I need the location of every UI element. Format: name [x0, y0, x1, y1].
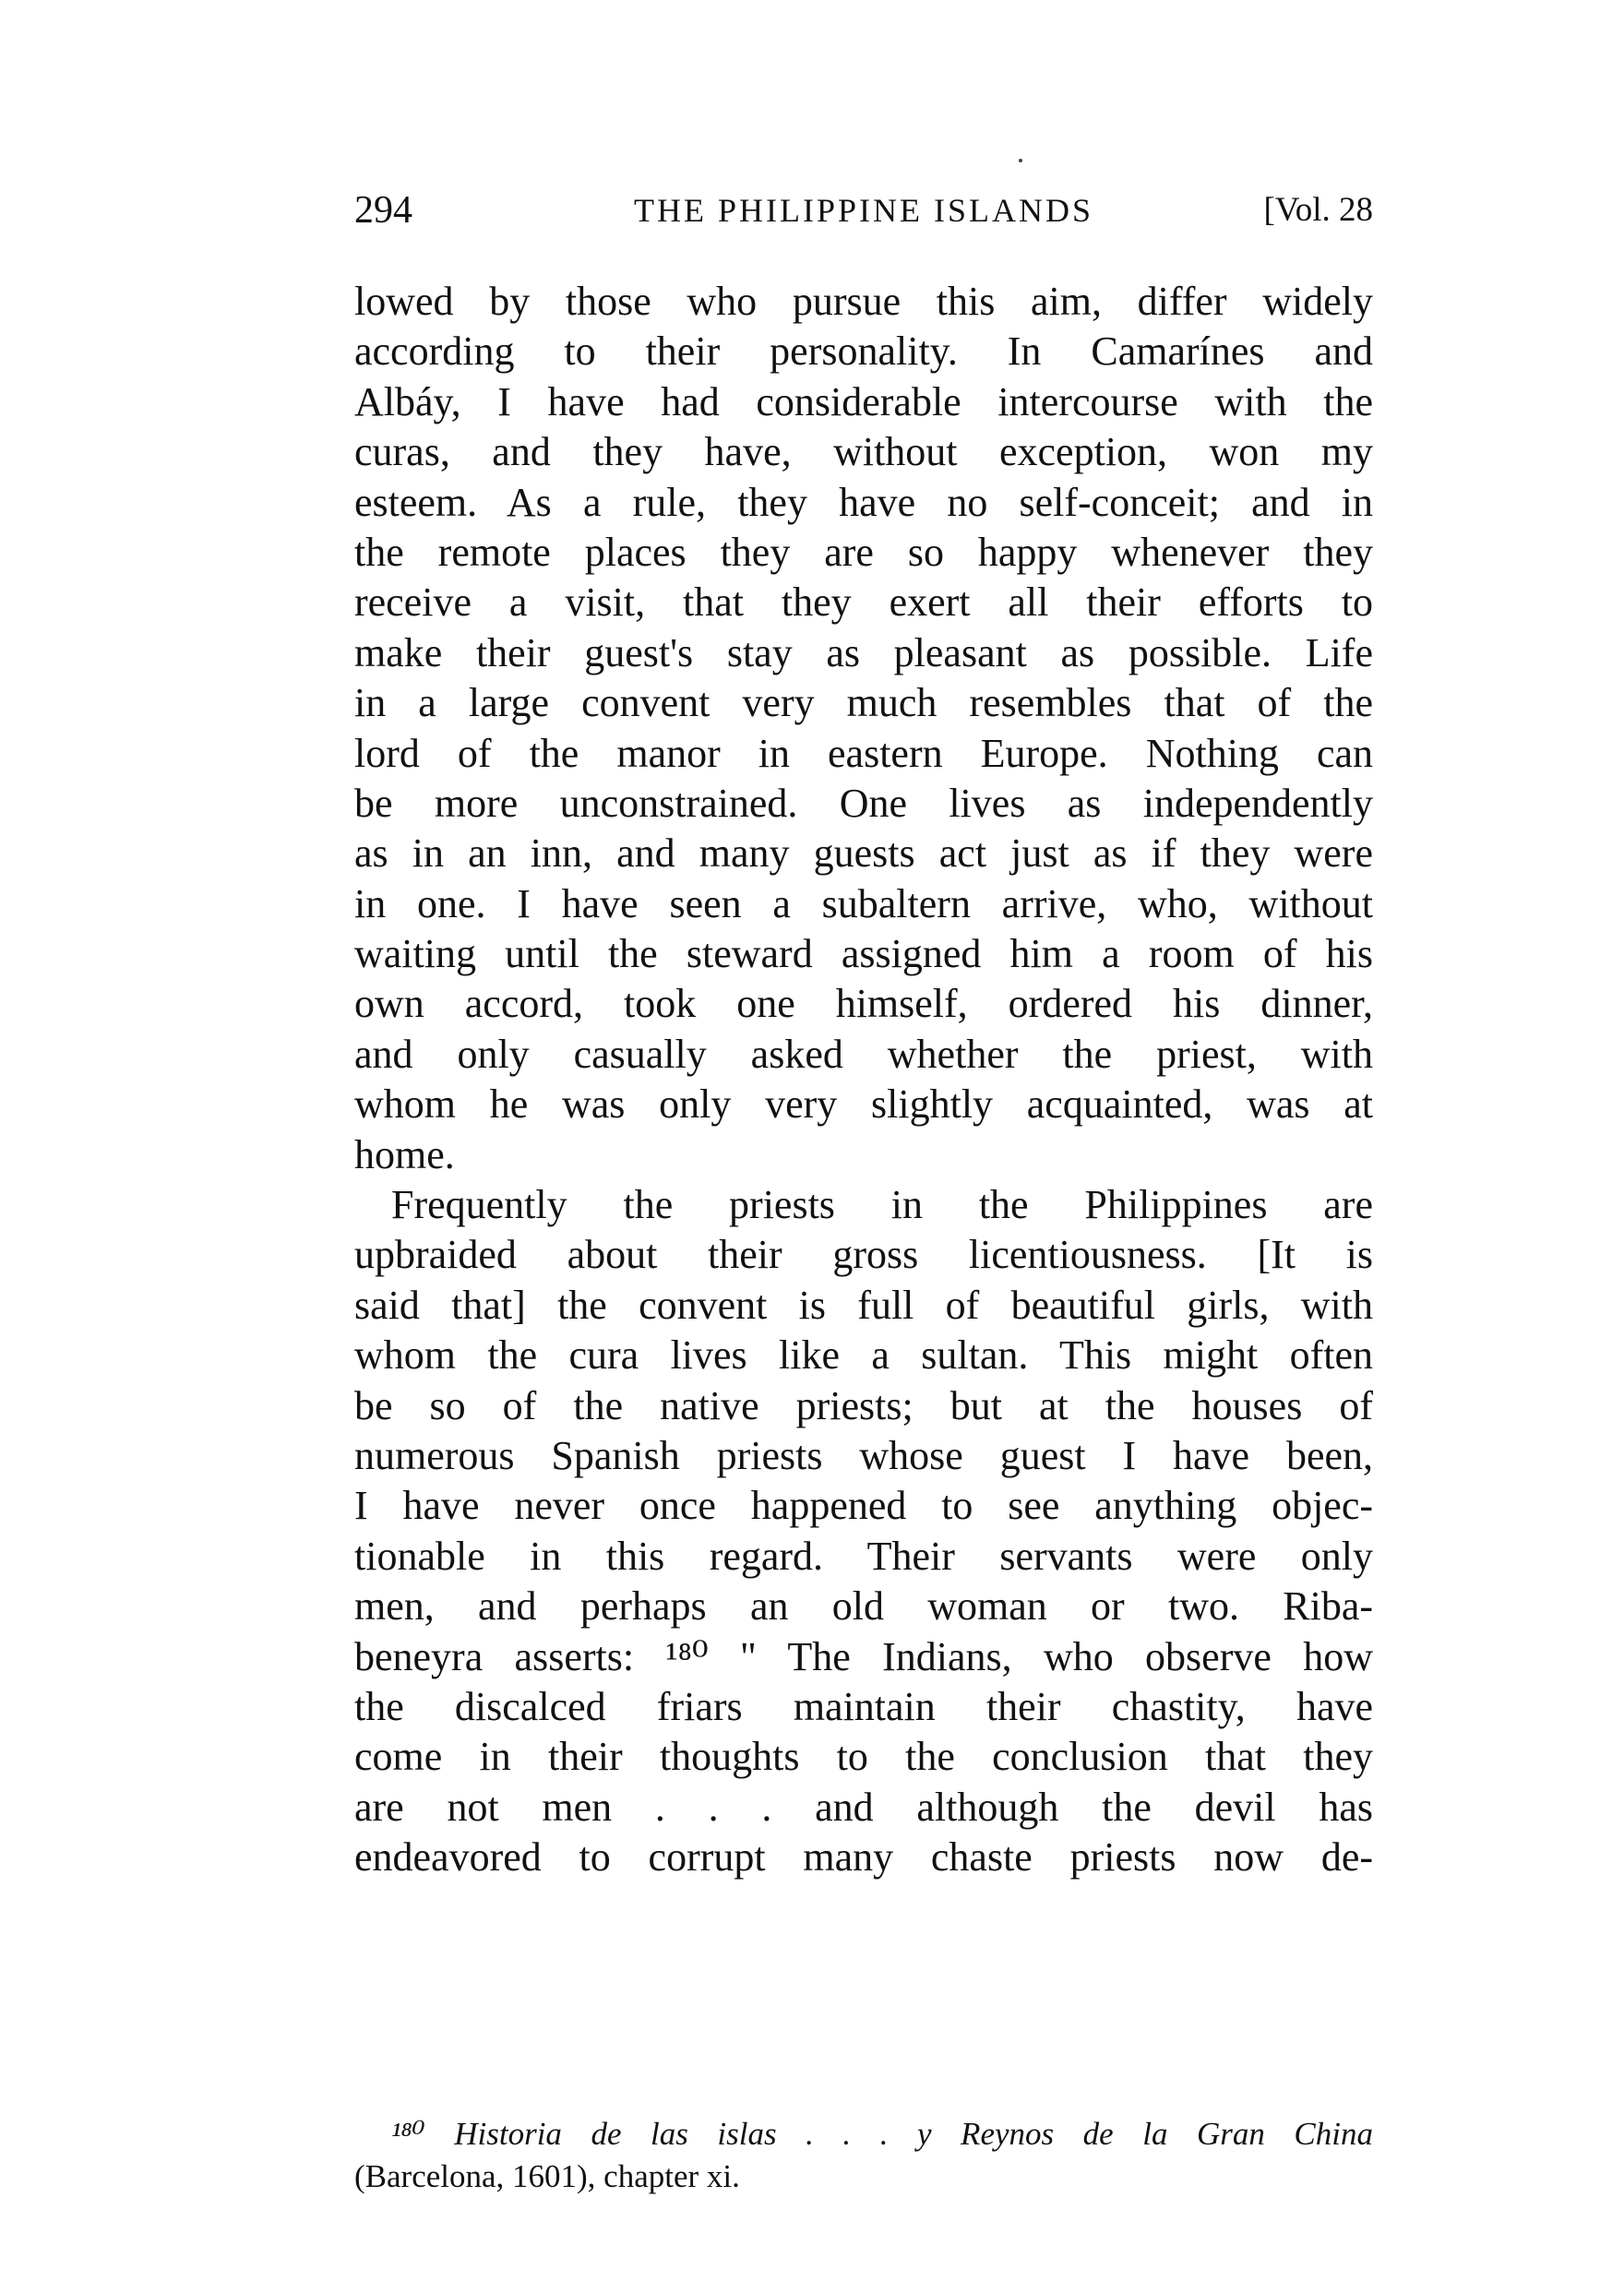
text-line: upbraided about their gross licentiousness. [It is [354, 1232, 1373, 1278]
page-number: 294 [354, 189, 412, 232]
scan-speck [1019, 159, 1022, 162]
text-line: whom he was only very slightly acquainted, was at [354, 1081, 1373, 1128]
text-line: are not men . . . and although the devil has [354, 1784, 1373, 1830]
text-line: be more unconstrained. One lives as independently [354, 780, 1373, 826]
footnote-line: (Barcelona, 1601), chapter xi. [354, 2158, 740, 2194]
text-line: endeavored to corrupt many chaste priests now de- [354, 1834, 1373, 1881]
text-line: own accord, took one himself, ordered his dinner, [354, 981, 1373, 1027]
text-line: according to their personality. In Camarínes and [354, 328, 1373, 375]
paragraph-start-line: Frequently the priests in the Philippines are [391, 1182, 1373, 1228]
text-line: come in their thoughts to the conclusion that they [354, 1734, 1373, 1780]
running-title: THE PHILIPPINE ISLANDS [634, 192, 1093, 229]
text-line: the remote places they are so happy whenever they [354, 529, 1373, 575]
text-line: numerous Spanish priests whose guest I have been, [354, 1432, 1373, 1478]
text-line: in a large convent very much resembles that of the [354, 680, 1373, 726]
text-line: as in an inn, and many guests act just as if they were [354, 830, 1373, 877]
body-text [354, 277, 1373, 1883]
text-line: the discalced friars maintain their chastity, have [354, 1683, 1373, 1729]
text-line: in one. I have seen a subaltern arrive, who, without [354, 880, 1373, 926]
running-header [354, 183, 1373, 238]
text-line: be so of the native priests; but at the houses of [354, 1382, 1373, 1428]
text-line: beneyra asserts: ¹⁸⁰ " The Indians, who observe how [354, 1633, 1373, 1679]
text-line: said that] the convent is full of beautiful girls, with [354, 1282, 1373, 1328]
text-line: Albáy, I have had considerable intercourse with the [354, 378, 1373, 424]
text-line: men, and perhaps an old woman or two. Riba- [354, 1583, 1373, 1630]
text-line: lord of the manor in eastern Europe. Nothing can [354, 730, 1373, 776]
text-line: make their guest's stay as pleasant as possible. Life [354, 629, 1373, 675]
footnote-line: ¹⁸⁰ Historia de las islas . . . y Reynos de la Gran China [391, 2116, 1373, 2152]
text-line: and only casually asked whether the priest, with [354, 1031, 1373, 1077]
text-line: receive a visit, that they exert all their efforts to [354, 579, 1373, 626]
paragraph-end-line: home. [354, 1131, 455, 1177]
text-line: curas, and they have, without exception, won my [354, 429, 1373, 475]
footnotes [354, 2113, 1373, 2198]
volume-label: [Vol. 28 [1263, 191, 1373, 229]
text-line: whom the cura lives like a sultan. This might often [354, 1332, 1373, 1379]
text-line: I have never once happened to see anything objec- [354, 1483, 1373, 1529]
text-line: lowed by those who pursue this aim, differ widely [354, 279, 1373, 324]
text-line: tionable in this regard. Their servants were only [354, 1533, 1373, 1579]
text-line: waiting until the steward assigned him a room of his [354, 931, 1373, 977]
text-line: esteem. As a rule, they have no self-conceit; and in [354, 479, 1373, 525]
